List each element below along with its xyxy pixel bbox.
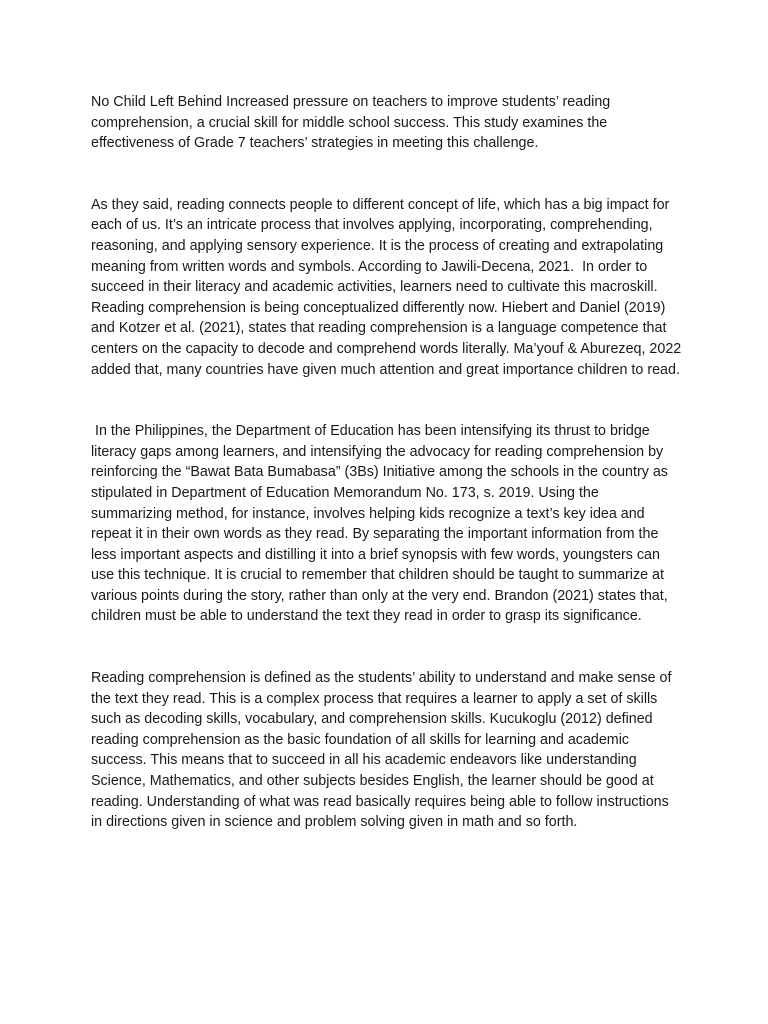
paragraph-comprehension-definition: Reading comprehension is defined as the students’ ability to understand and make sense of the text they read. This is a complex process that requires a learner to apply a set of skills such as decoding skills, vocabulary, and comprehension skills. Kucukoglu (2012) defined reading comprehension as the basic foundation of all skills for learning and academic success. This means that to succeed in all his academic endeavors like understanding Science, Mathematics, and other subjects besides English, the learner should be good at reading. Understanding of what was read basically requires being able to follow instructions in directions given in science and problem solving given in math and so forth. — [91, 670, 676, 831]
paragraph-intro: No Child Left Behind Increased pressure on teachers to improve students’ reading comprehension, a crucial skill for middle school success. This study examines the effectiveness of Grade 7 teachers’ strategies in meeting this challenge. — [91, 94, 615, 152]
document-body — [91, 92, 686, 833]
paragraph-reading-definition: As they said, reading connects people to different concept of life, which has a big impact for each of us. It’s an intricate process that involves applying, incorporating, comprehending, reasoning, and applying sensory experience. It is the process of creating and extrapolating meaning from written words and symbols. According to Jawili-Decena, 2021. In order to succeed in their literacy and academic activities, learners need to cultivate this macroskill. Reading comprehension is being conceptualized differently now. Hiebert and Daniel (2019) and Kotzer et al. (2021), states that reading comprehension is a language competence that centers on the capacity to decode and comprehend words literally. Ma’youf & Aburezeq, 2022 added that, many countries have given much attention and great importance children to read. — [91, 196, 686, 378]
paragraph-philippines: In the Philippines, the Department of Education has been intensifying its thrust to bridge literacy gaps among learners, and intensifying the advocacy for reading comprehension by reinforcing the “Bawat Bata Bumabasa” (3Bs) Initiative among the schools in the country as stipulated in Department of Education Memorandum No. 173, s. 2019. Using the summarizing method, for instance, involves helping kids recognize a text’s key idea and repeat it in their own words as they read. By separating the important information from the less important aspects and distilling it into a brief synopsis with few words, youngsters can use this technique. It is crucial to remember that children should be taught to summarize at various points during the story, rather than only at the very end. Brandon (2021) states that, children must be able to understand the text they read in order to grasp its significance. — [91, 423, 672, 625]
